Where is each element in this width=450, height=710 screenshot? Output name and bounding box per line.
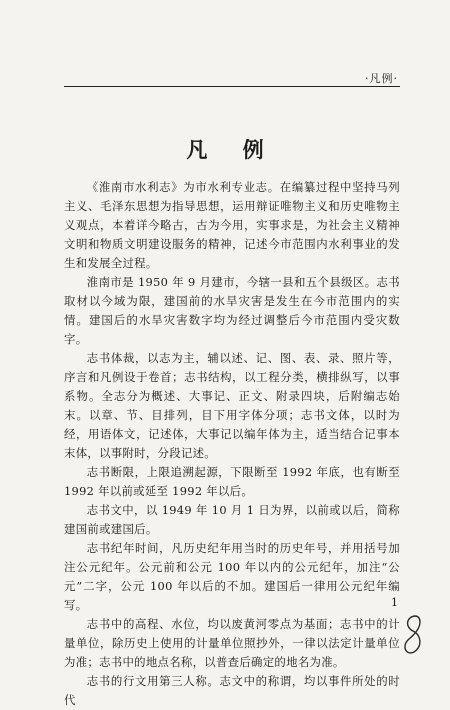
- paragraph-structure: 志书体裁，以志为主，辅以述、记、图、表、录、照片等，序言和凡例设于卷首；志书结构，以工程分类，横排纵写，以事系物。全志分为概述、大事记、正文、附录四块，后附编志始末。以章、节、目排列，目下用字体分项；志书文体，以时为经，用语体文，记述体，大事记以编年体为主，适当结合记事本末体，以事附时，分段记述。: [64, 351, 400, 460]
- paragraph-city-scope: 淮南市是 1950 年 9 月建市，今辖一县和五个县级区。志书取材以今域为限，建国前的水旱灾害是发生在今市范围内的实情。建国后的水旱灾害数字均为经过调整后今市范围内受灾数字。: [64, 275, 400, 346]
- header-rule: [64, 86, 400, 87]
- page-title: 凡 例: [186, 137, 278, 162]
- paragraph-calendar: 志书纪年时间，凡历史纪年用当时的历史年号，并用括号加注公元纪年。公元前和公元 100 年以内的公元纪年，加注“公元”二字，公元 100 年以后的不加。建国后一律用公元纪年编写。: [64, 541, 400, 612]
- handwritten-mark: [398, 612, 428, 656]
- page-number: 1: [391, 596, 398, 609]
- paragraph-units: 志书中的高程、水位，均以废黄河零点为基面；志书中的计量单位，除历史上使用的计量单位照抄外，一律以法定计量单位为准；志书中的地点名称，以普查后确定的地名为准。: [64, 617, 400, 669]
- paragraph-founding-boundary: 志书文中，以 1949 年 10 月 1 日为界，以前或以后，简称建国前或建国后。: [64, 503, 400, 536]
- body-text: [64, 178, 400, 710]
- paragraph-time-limits: 志书断限，上限追溯起源，下限断至 1992 年底，也有断至 1992 年以前或延至 1992 年以后。: [64, 465, 400, 498]
- paragraph-person: 志书的行文用第三人称。志文中的称谓，均以事件所处的时代: [64, 674, 400, 707]
- running-head: ·凡例·: [365, 72, 398, 85]
- paragraph-scope: 《淮南市水利志》为市水利专业志。在编纂过程中坚持马列主义、毛泽东思想为指导思想，运用辩证唯物主义和历史唯物主义观点，本着详今略古，古为今用，实事求是，为社会主义精神文明和物质文明建设服务的精神，记述今市范围内水利事业的发生和发展全过程。: [64, 180, 400, 270]
